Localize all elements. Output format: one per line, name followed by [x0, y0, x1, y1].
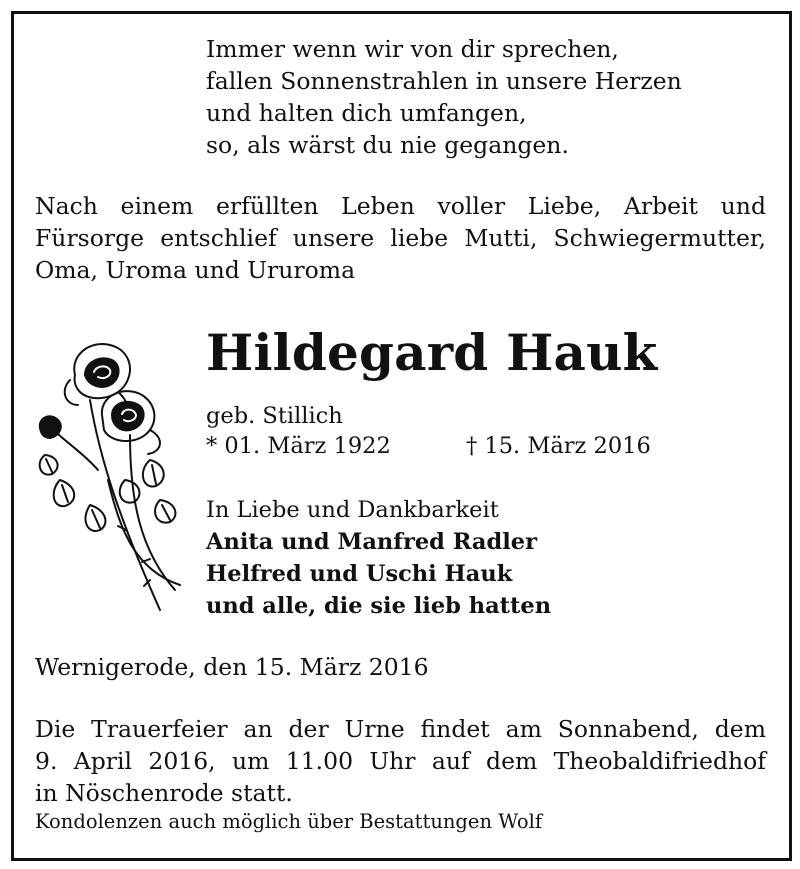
- poem-line: so, als wärst du nie gegangen.: [206, 131, 569, 159]
- death-date: † 15. März 2016: [466, 433, 651, 459]
- intro-line: Nach einem erfüllten Leben voller Liebe, Arbeit und: [35, 192, 766, 220]
- maiden-name: geb. Stillich: [206, 403, 343, 429]
- birth-date: * 01. März 1922: [206, 433, 391, 459]
- poem-line: fallen Sonnenstrahlen in unsere Herzen: [206, 67, 682, 95]
- intro-line: Fürsorge entschlief unsere liebe Mutti, Schwiegermutter,: [35, 224, 766, 252]
- poem-line: Immer wenn wir von dir sprechen,: [206, 35, 619, 63]
- service-line: Die Trauerfeier an der Urne findet am Sonnabend, dem: [35, 715, 766, 743]
- intro-line: Oma, Uroma und Ururoma: [35, 256, 356, 284]
- mourner-name: Anita und Manfred Radler: [206, 529, 537, 555]
- service-line: 9. April 2016, um 11.00 Uhr auf dem Theobaldifriedhof: [35, 747, 766, 775]
- condolence-note: Kondolenzen auch möglich über Bestattungen Wolf: [35, 810, 543, 833]
- mourners-heading: In Liebe und Dankbarkeit: [206, 497, 499, 523]
- mourner-name: Helfred und Uschi Hauk: [206, 561, 513, 587]
- service-paragraph: [35, 713, 766, 809]
- deceased-name: Hildegard Hauk: [206, 323, 658, 382]
- intro-paragraph: [35, 190, 766, 286]
- roses-icon: [30, 330, 190, 620]
- poem: [206, 33, 682, 161]
- mourner-name: und alle, die sie lieb hatten: [206, 593, 552, 619]
- poem-line: und halten dich umfangen,: [206, 99, 527, 127]
- place-date: Wernigerode, den 15. März 2016: [35, 653, 429, 681]
- service-line: in Nöschenrode statt.: [35, 779, 293, 807]
- mourners-block: [206, 494, 551, 622]
